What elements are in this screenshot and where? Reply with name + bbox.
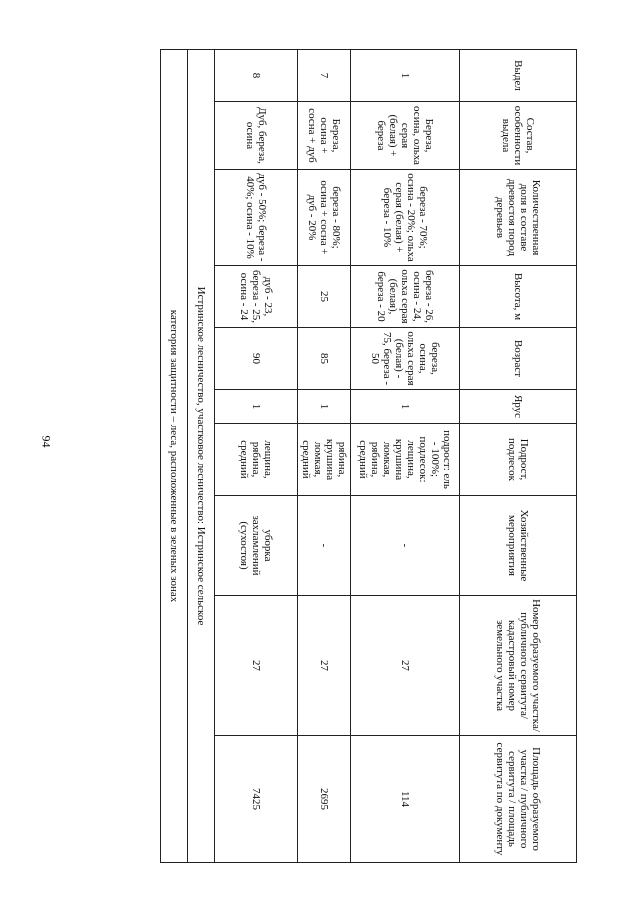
cell-vysota: береза - 26, осина - 24, ольха серая (белая), береза - 20 xyxy=(351,266,460,328)
header-row xyxy=(460,50,577,863)
footer-row-kategoriya xyxy=(161,50,188,863)
header-vysota: Высота, м xyxy=(460,266,577,328)
footer-kategoriya: категория защитности – леса, расположенные в зеленых зонах xyxy=(161,50,188,863)
cell-vysota: дуб - 23, береза - 25, осина - 24 xyxy=(215,266,298,328)
forest-plot-table xyxy=(160,49,577,863)
cell-vydel: 7 xyxy=(298,50,351,102)
page-number: 94 xyxy=(39,435,54,448)
cell-vydel: 1 xyxy=(351,50,460,102)
table-row xyxy=(215,50,298,863)
footer-row-lesnichestvo xyxy=(188,50,215,863)
cell-vozrast: береза, осина, ольха серая (белая) - 75, береза - 50 xyxy=(351,328,460,390)
cell-vozrast: 90 xyxy=(215,328,298,390)
cell-podrost: подрост: ель - 100%; подлесок: лещина, крушина ломкая, рябина, средний xyxy=(351,424,460,496)
table-row xyxy=(351,50,460,863)
cell-kolichestvennaya: береза - 70%; осина - 20%; ольха серая (белая) + береза - 10% xyxy=(351,170,460,266)
table-sheet xyxy=(57,49,577,862)
cell-vysota: 25 xyxy=(298,266,351,328)
cell-yarus: 1 xyxy=(351,390,460,424)
header-kolichestvennaya: Количественная доля в составе древостоя пород деревьев xyxy=(460,170,577,266)
cell-ploshad: 114 xyxy=(351,736,460,863)
cell-nomer: 27 xyxy=(351,596,460,736)
header-vydel: Выдел xyxy=(460,50,577,102)
cell-meropriyatiya: - xyxy=(298,496,351,596)
cell-nomer: 27 xyxy=(298,596,351,736)
cell-podrost: рябина, крушина ломкая, средний xyxy=(298,424,351,496)
cell-nomer: 27 xyxy=(215,596,298,736)
cell-podrost: лещина, рябина, средний xyxy=(215,424,298,496)
header-vozrast: Возраст xyxy=(460,328,577,390)
cell-sostav: Береза, осина, ольха серая (белая) + береза xyxy=(351,102,460,170)
cell-kolichestvennaya: дуб - 50%; береза - 40%; осина - 10% xyxy=(215,170,298,266)
header-ploshad: Площадь образуемого участка / публичного сервитута / площадь сервитута по документу xyxy=(460,736,577,863)
cell-kolichestvennaya: береза - 80%; осина + сосна + дуб - 20% xyxy=(298,170,351,266)
header-podrost: Подрост, подлесок xyxy=(460,424,577,496)
cell-yarus: 1 xyxy=(215,390,298,424)
cell-yarus: 1 xyxy=(298,390,351,424)
footer-lesnichestvo: Истринское лесничество, участковое лесничество: Истринское сельское xyxy=(188,50,215,863)
cell-vydel: 8 xyxy=(215,50,298,102)
header-meropriyatiya: Хозяйственные мероприятия xyxy=(460,496,577,596)
cell-meropriyatiya: - xyxy=(351,496,460,596)
header-sostav: Состав, особенности выдела xyxy=(460,102,577,170)
header-nomer: Номер образуемого участка/ публичного сервитута/кадастровый номер земельного участка xyxy=(460,596,577,736)
cell-ploshad: 2695 xyxy=(298,736,351,863)
cell-meropriyatiya: уборка захламлений (сухостоя) xyxy=(215,496,298,596)
cell-vozrast: 85 xyxy=(298,328,351,390)
rotated-table-area xyxy=(57,49,577,862)
header-yarus: Ярус xyxy=(460,390,577,424)
table-row xyxy=(298,50,351,863)
cell-sostav: Береза, осина + сосна + дуб xyxy=(298,102,351,170)
cell-sostav: Дуб, береза, осина xyxy=(215,102,298,170)
cell-ploshad: 7425 xyxy=(215,736,298,863)
